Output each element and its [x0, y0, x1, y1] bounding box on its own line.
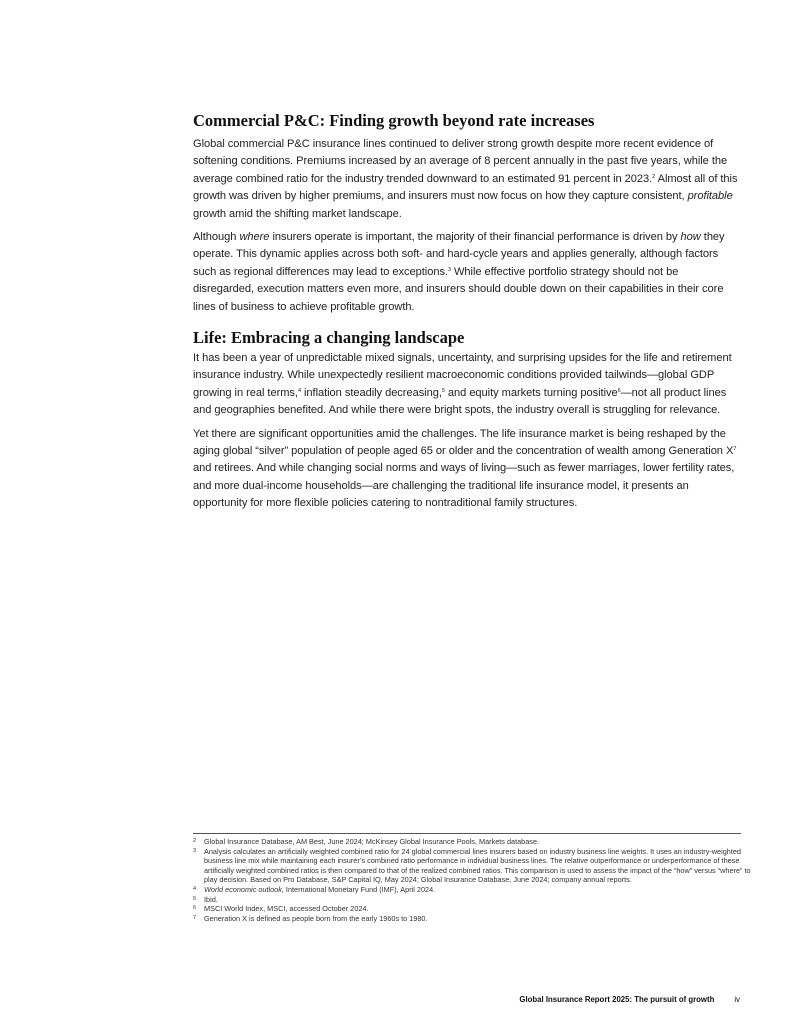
- footnote: [193, 837, 753, 847]
- footnote-divider: [193, 833, 741, 834]
- footnote-number: 2: [193, 838, 197, 844]
- text-run: Global commercial P&C insurance lines continued to deliver strong growth despite more recent evidence of softening conditions. Premiums increased by an average of 8 percent annually in the past five years, while the average combined ratio for the industry trended downward to an estimated 91 percent in 2023.: [193, 138, 728, 185]
- text-run: they operate. This dynamic applies across both soft- and hard-cycle years and applies generally, although factors such as regional differences may lead to exceptions.: [193, 231, 725, 278]
- footnote-ref[interactable]: 5: [441, 387, 445, 394]
- footnote-number: 6: [193, 905, 197, 912]
- text-run: inflation steadily decreasing,: [300, 386, 442, 399]
- text-run: Almost all of this growth was driven by higher premiums, and insurers must now focus on how they capture consistent,: [193, 172, 738, 203]
- footnote-ref[interactable]: 2: [652, 173, 656, 180]
- section-life: [193, 327, 741, 513]
- text-run: Although: [193, 231, 240, 244]
- text-run: It has been a year of unpredictable mixed signals, uncertainty, and surprising upsides for the life and retirement insurance industry. While unexpectedly resilient macroeconomic conditions provided tailwinds—global GDP growing in real terms,: [193, 352, 732, 399]
- emphasis: where: [239, 231, 270, 244]
- footnote-ref[interactable]: 7: [733, 446, 737, 453]
- text-run: and retirees. And while changing social norms and ways of living—such as fewer marriages, lower fertility rates, and more dual-income households—are challenging the traditional life insurance model, it presents an opportunity for more flexible policies catering to nontraditional family structures.: [193, 462, 735, 510]
- text-run: insurers operate is important, the majority of their financial performance is driven by: [269, 231, 681, 244]
- emphasis: profitable: [687, 190, 733, 203]
- footnote-text: Analysis calculates an artificially weighted combined ratio for 24 global commercial lines insurers based on industry business line weights. It uses an industry-weighted business line mix while maintaining each insurer’s combined ratio performance in individual business lines. The relative outperformance or underperformance of these artificially weighted combined ratios is then compared to that of the realized combined ratios. This comparison is used to assess the impact of the “how” versus “where” to play decision. Based on Pro Database, S&P Capital IQ, May 2024; Global Insurance Database, June 2024; company annual reports.: [204, 846, 751, 885]
- section-commercial-pc: [193, 110, 741, 316]
- page-footer: [430, 995, 740, 1004]
- paragraph: [193, 350, 741, 420]
- emphasis: World economic outlook,: [204, 884, 284, 894]
- section-heading: Commercial P&C: Finding growth beyond rate increases: [193, 111, 595, 130]
- footnote-number: 5: [193, 895, 197, 902]
- footnote-number: 3: [193, 847, 197, 854]
- footnote-ref[interactable]: 4: [297, 387, 301, 394]
- text-run: While effective portfolio strategy should not be disregarded, execution matters even more, and insurers should double down on their capabilities in their core lines of business to achieve profitable growth.: [193, 265, 724, 313]
- text-run: Yet there are significant opportunities amid the challenges. The life insurance market is being reshaped by the aging global “silver” population of people aged 65 or older and the concentration of wealth among Generation X: [193, 427, 734, 458]
- paragraph: [193, 426, 741, 513]
- footnote-number: 4: [193, 885, 197, 892]
- paragraph: [193, 229, 741, 316]
- report-title: Global Insurance Report 2025: The pursuit of growth: [519, 995, 715, 1004]
- footnote: [193, 847, 753, 885]
- footnote-number: 7: [193, 914, 197, 921]
- footnotes: [193, 837, 753, 923]
- footnote-text: [204, 885, 753, 895]
- paragraph: [193, 136, 741, 223]
- footnote-ref[interactable]: 6: [617, 387, 621, 394]
- footnote-ref[interactable]: 3: [447, 266, 451, 273]
- text-run: —not all product lines and geographies benefited. And while there were bright spots, the industry overall is struggling for relevance.: [193, 386, 727, 417]
- page-number: iv: [734, 995, 740, 1004]
- footnote-text: Generation X is defined as people born from the early 1960s to 1980.: [204, 913, 428, 923]
- footnote: [193, 885, 753, 895]
- text-run: International Monetary Fund (IMF), April 2024.: [283, 884, 436, 894]
- text-run: and equity markets turning positive: [444, 386, 618, 399]
- section-heading: Life: Embracing a changing landscape: [193, 328, 465, 347]
- text-run: growth amid the shifting market landscape.: [193, 207, 402, 220]
- footnote-text: Ibid.: [204, 894, 218, 904]
- footnote: [193, 904, 753, 914]
- emphasis: how: [680, 231, 701, 244]
- footnote: [193, 895, 753, 905]
- footnote: [193, 914, 753, 924]
- footnote-text: MSCI World Index, MSCI, accessed October 2024.: [204, 904, 369, 914]
- footnote-text: Global Insurance Database, AM Best, June 2024; McKinsey Global Insurance Pools, Markets database.: [204, 837, 540, 846]
